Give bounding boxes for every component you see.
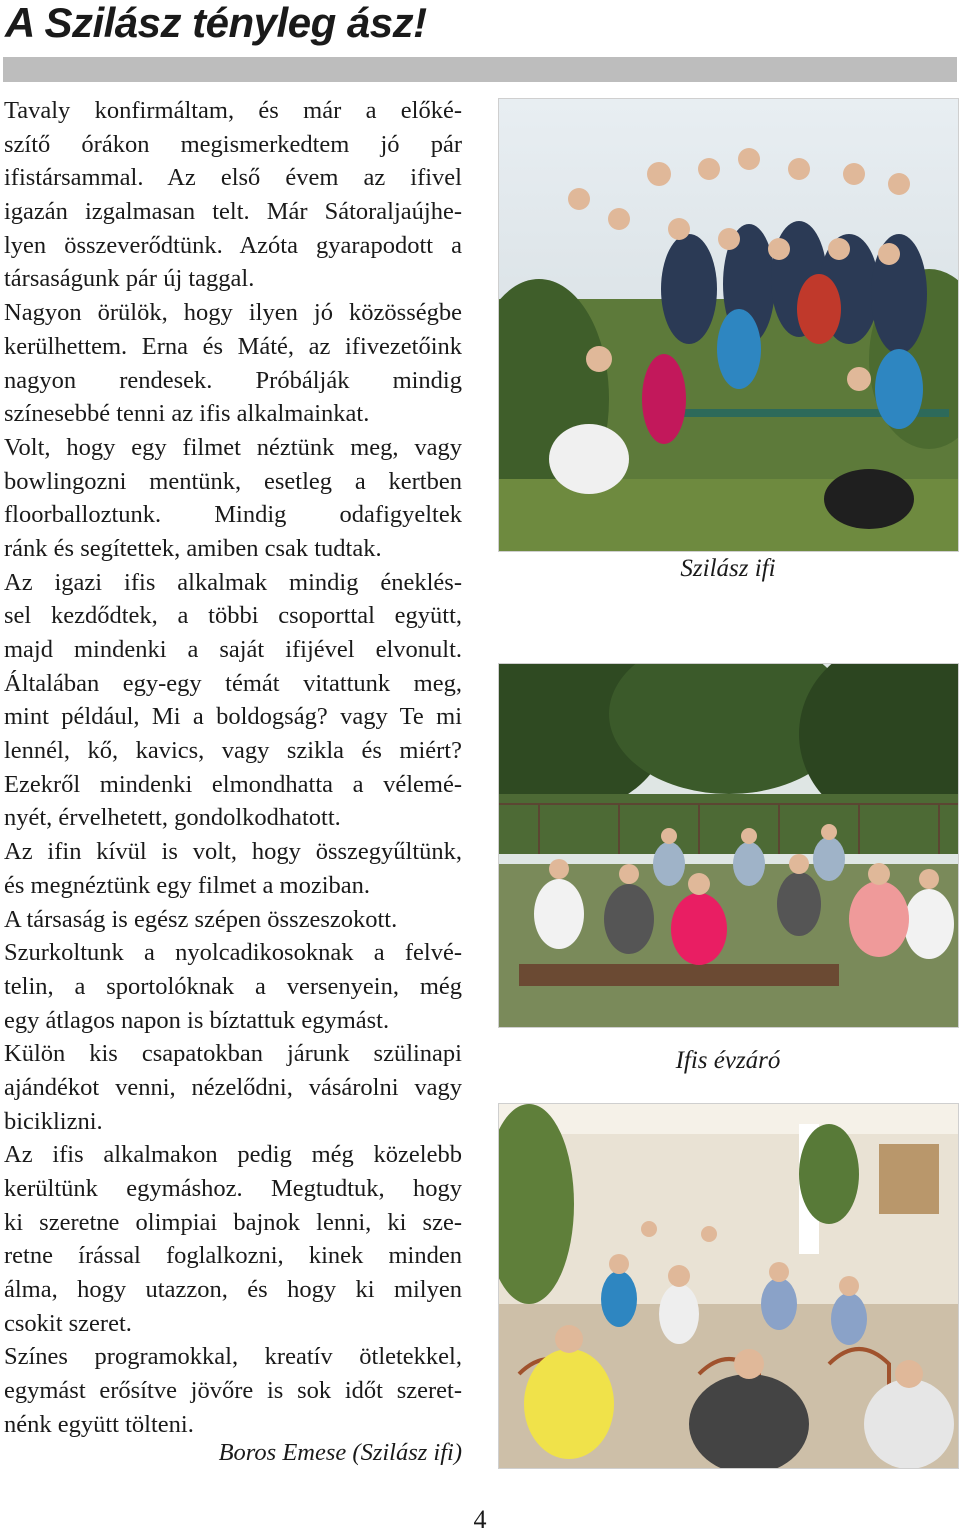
photo-caption-2: Ifis évzáró <box>675 1047 781 1074</box>
article-line: egymást erősítve jövőre is sok időt szeret- <box>4 1377 462 1405</box>
article-line: Szurkoltunk a nyolcadikosoknak a felvé- <box>4 939 462 967</box>
article-line: A társaság is egész szépen összeszokott. <box>4 905 398 933</box>
article-line: lyen összeverődtünk. Azóta gyarapodott a <box>4 231 462 259</box>
article-line: biciklizni. <box>4 1107 103 1135</box>
article-line: retne írással foglalkozni, kinek minden <box>4 1242 462 1270</box>
title-divider-bar <box>3 57 957 82</box>
article-line: Az ifis alkalmakon pedig még közelebb <box>4 1141 462 1169</box>
article-line: telin, a sportolóknak a versenyein, még <box>4 972 462 1000</box>
article-line: floorballoztunk. Mindig odafigyeltek <box>4 501 462 529</box>
article-line: lennél, kő, kavics, vagy szikla és miért? <box>4 737 462 765</box>
article-line: Volt, hogy egy filmet néztünk meg, vagy <box>4 433 462 461</box>
article-line: nyét, érvelhetett, gondolkodhatott. <box>4 804 341 832</box>
article-line: sel kezdődtek, a többi csoporttal együtt, <box>4 602 462 630</box>
photo-caption-1: Szilász ifi <box>680 555 776 582</box>
article-line: egy átlagos napon is bíztattuk egymást. <box>4 1006 390 1034</box>
article-line: bowlingozni mentünk, esetleg a kertben <box>4 467 462 495</box>
article-line: ajándékot venni, nézelődni, vásárolni vagy <box>4 1073 462 1101</box>
article-line: társaságunk pár új taggal. <box>4 265 255 293</box>
article-line: álma, hogy utazzon, és hogy ki milyen <box>4 1276 462 1304</box>
article-line: Az ifin kívül is volt, hogy összegyűltünk, <box>4 838 462 866</box>
article-line: és megnéztünk egy filmet a moziban. <box>4 871 371 899</box>
article-line: Az igazi ifis alkalmak mindig éneklés- <box>4 568 462 596</box>
article-line: ránk és segítettek, amiben csak tudtak. <box>4 534 382 562</box>
article-line: ki szeretne olimpiai bajnok lenni, ki sze- <box>4 1208 462 1236</box>
article-line: majd mindenki a saját ifijével elvonult. <box>4 636 462 663</box>
article-line: Ezekről mindenki elmondhatta a vélemé- <box>4 770 462 798</box>
article-line: Színes programokkal, kreatív ötletekkel, <box>4 1343 462 1371</box>
outdoor-circle-photo <box>498 663 959 1028</box>
article-line: Nagyon örülök, hogy ilyen jó közösségbe <box>4 299 462 327</box>
article-line: ifistársammal. Az első évem az ifivel <box>4 164 462 192</box>
article-line: nénk együtt tölteni. <box>4 1410 194 1438</box>
article-line: kerülhettem. Erna és Máté, az ifivezetőink <box>4 332 462 360</box>
article-line: nagyon rendesek. Próbálják mindig <box>4 366 462 394</box>
article-line: Tavaly konfirmáltam, és már a előké- <box>4 97 462 124</box>
page-number: 4 <box>473 1505 487 1534</box>
article-line: igazán izgalmasan telt. Már Sátoraljaújhe- <box>4 198 462 226</box>
article-line: szítő órákon megismerkedtem jó pár <box>4 130 462 158</box>
article-body <box>4 94 462 1442</box>
article-line: színesebbé tenni az ifis alkalmainkat. <box>4 400 370 428</box>
author-signature: Boros Emese (Szilász ifi) <box>218 1439 462 1466</box>
article-line: mint például, Mi a boldogság? vagy Te mi <box>4 703 462 731</box>
article-line: csokit szeret. <box>4 1309 132 1337</box>
article-line: kerültünk egymáshoz. Megtudtuk, hogy <box>4 1175 462 1202</box>
article-line: Külön kis csapatokban járunk szülinapi <box>4 1040 462 1068</box>
indoor-gathering-photo <box>498 1103 959 1469</box>
group-photo <box>498 98 959 552</box>
article-line: Általában egy-egy témát vitattunk meg, <box>4 669 462 697</box>
article-title: A Szilász tényleg ász! <box>5 0 427 46</box>
